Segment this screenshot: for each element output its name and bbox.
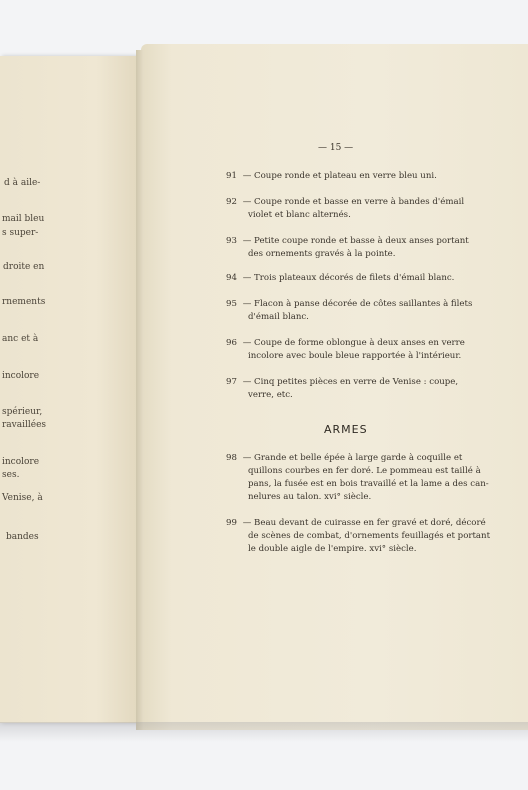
left-fragment: s super- (2, 228, 39, 238)
entry-text: nelures au talon. xvi° siècle. (248, 492, 372, 502)
catalog-entry (226, 376, 466, 402)
book-gutter (136, 50, 144, 730)
entry-text: verre, etc. (248, 390, 293, 400)
entry-number: 94 (226, 273, 237, 283)
entry-text: — Beau devant de cuirasse en fer gravé et doré, décoré (242, 518, 486, 528)
entry-text: — Coupe de forme oblongue à deux anses en verre (242, 338, 465, 348)
left-fragment: d à aile- (4, 178, 41, 188)
entry-text: d'émail blanc. (248, 312, 309, 322)
left-fragment: droite en (3, 262, 45, 272)
entry-text: incolore avec boule bleue rapportée à l'intérieur. (248, 351, 462, 361)
catalog-entry (226, 170, 466, 183)
left-fragment: bandes (6, 532, 39, 542)
entry-text: — Cinq petites pièces en verre de Venise : coupe, (242, 377, 459, 387)
left-fragment: ses. (2, 470, 20, 480)
entry-text: des ornements gravés à la pointe. (248, 249, 396, 259)
entry-text: — Grande et belle épée à large garde à coquille et (242, 453, 463, 463)
entry-text: de scènes de combat, d'ornements feuillagés et portant (248, 531, 491, 541)
left-fragment: rnements (2, 297, 46, 307)
left-fragment: mail bleu (2, 214, 45, 224)
catalog-entry (226, 235, 469, 261)
entry-number: 91 (226, 171, 237, 181)
left-page (0, 56, 138, 723)
entry-text: — Coupe ronde et plateau en verre bleu uni. (242, 171, 437, 181)
entry-number: 92 (226, 197, 237, 207)
entry-text: — Trois plateaux décorés de filets d'émail blanc. (242, 273, 455, 283)
entry-text: — Flacon à panse décorée de côtes saillantes à filets (242, 299, 473, 309)
left-fragment: incolore (2, 371, 40, 381)
entry-number: 98 (226, 453, 237, 463)
entry-number: 96 (226, 338, 237, 348)
left-fragment: spérieur, (2, 407, 43, 417)
entry-text: — Coupe ronde et basse en verre à bandes d'émail (242, 197, 465, 207)
entry-text: pans, la fusée est en bois travaillé et la lame a des can- (248, 479, 489, 489)
catalog-entry (226, 517, 491, 556)
section-title: ARMES (324, 423, 368, 436)
catalog-entry (226, 452, 489, 504)
catalog-entry (226, 196, 466, 222)
page-number: — 15 — (318, 143, 354, 153)
page-shadow (0, 722, 528, 742)
entry-number: 93 (226, 236, 237, 246)
left-fragment: anc et à (2, 334, 39, 344)
catalog-entry (226, 337, 466, 363)
entry-text: violet et blanc alternés. (248, 210, 351, 220)
left-fragment: Venise, à (2, 493, 43, 503)
catalog-entry (226, 272, 466, 285)
entry-text: — Petite coupe ronde et basse à deux anses portant (242, 236, 469, 246)
entry-number: 99 (226, 518, 237, 528)
entry-text: le double aigle de l'empire. xvi° siècle. (248, 544, 417, 554)
left-fragment: ravaillées (2, 420, 47, 430)
catalog-entry (226, 298, 473, 324)
entry-number: 95 (226, 299, 237, 309)
entry-text: quillons courbes en fer doré. Le pommeau est taillé à (248, 466, 481, 476)
entry-number: 97 (226, 377, 237, 387)
left-fragment: incolore (2, 457, 40, 467)
